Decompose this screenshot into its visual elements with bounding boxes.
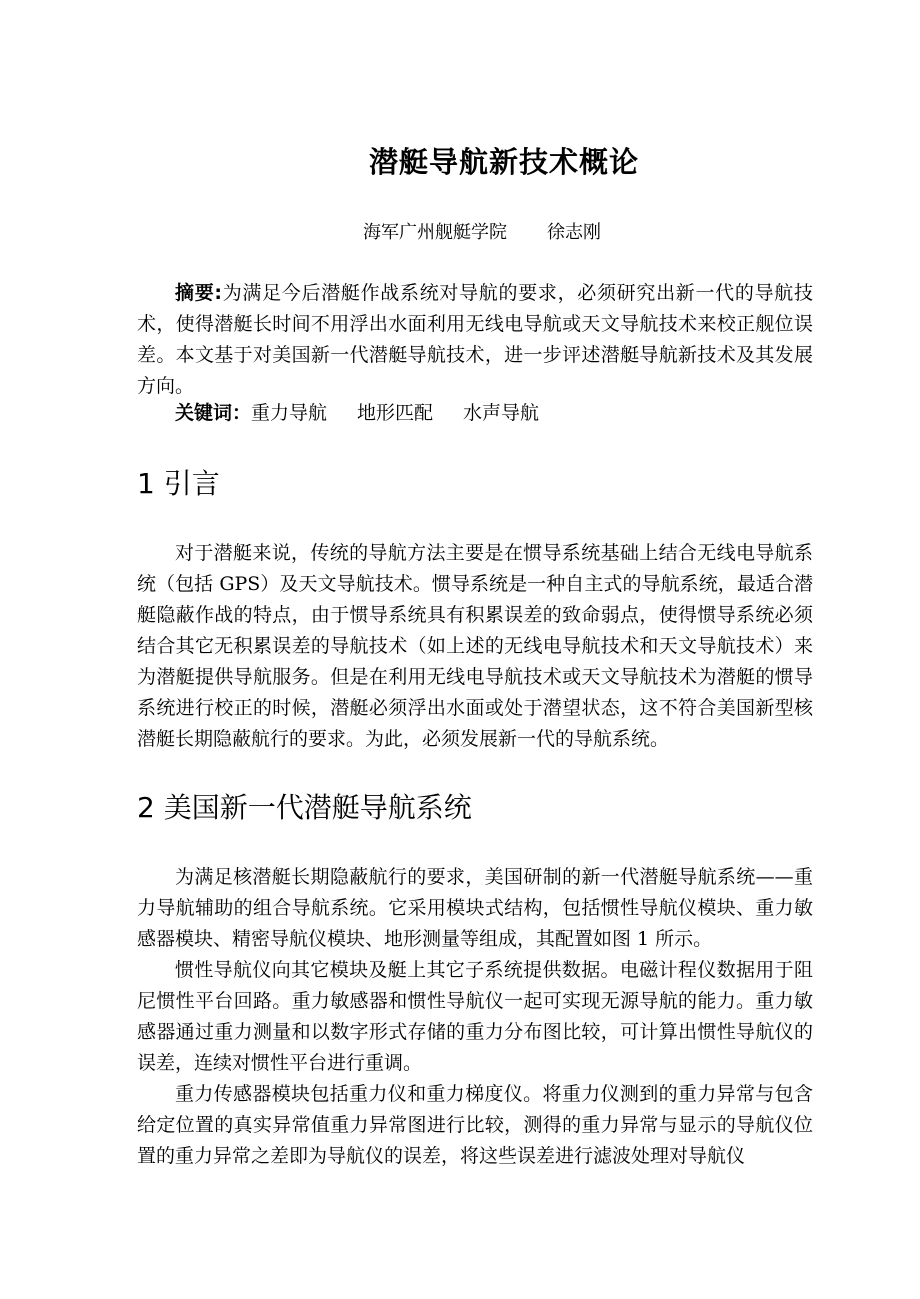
keywords xyxy=(175,398,569,425)
section-heading: 1 引言 xyxy=(137,467,220,500)
paper-title: 潜艇导航新技术概论 xyxy=(368,145,639,179)
affiliation: 海军广州舰艇学院 xyxy=(363,222,507,243)
section-heading: 2 美国新一代潜艇导航系统 xyxy=(137,791,472,824)
paragraph: 重力传感器模块包括重力仪和重力梯度仪。将重力仪测到的重力异常与包含给定位置的真实异常值重力异常图进行比较，测得的重力异常与显示的导航仪位置的重力异常之差即为导航仪的误差，将这些误差进行滤波处理对导航仪 xyxy=(137,1083,813,1167)
abstract-text: 为满足今后潜艇作战系统对导航的要求，必须研究出新一代的导航技术，使得潜艇长时间不用浮出水面利用无线电导航或天文导航技术来校正舰位误差。本文基于对美国新一代潜艇导航技术，进一步评述潜艇导航新技术及其发展方向。 xyxy=(137,282,813,397)
keyword-item: 地形匹配 xyxy=(357,402,434,424)
paragraph: 为满足核潜艇长期隐蔽航行的要求，美国研制的新一代潜艇导航系统——重力导航辅助的组合导航系统。它采用模块式结构，包括惯性导航仪模块、重力敏感器模块、精密导航仪模块、地形测量等组成，其配置如图 1 所示。 xyxy=(137,866,813,950)
keywords-label: 关键词： xyxy=(175,402,252,424)
paragraph: 惯性导航仪向其它模块及艇上其它子系统提供数据。电磁计程仪数据用于阻尼惯性平台回路。重力敏感器和惯性导航仪一起可实现无源导航的能力。重力敏感器通过重力测量和以数字形式存储的重力分布图比较，可计算出惯性导航仪的误差，连续对惯性平台进行重调。 xyxy=(137,959,813,1074)
paragraph: 对于潜艇来说，传统的导航方法主要是在惯导系统基础上结合无线电导航系统（包括 GPS）及天文导航技术。惯导系统是一种自主式的导航系统，最适合潜艇隐蔽作战的特点，由于惯导系统具有积累误差的致命弱点，使得惯导系统必须结合其它无积累误差的导航技术（如上述的无线电导航技术和天文导航技术）来为潜艇提供导航服务。但是在利用无线电导航技术或天文导航技术为潜艇的惯导系统进行校正的时候，潜艇必须浮出水面或处于潜望状态，这不符合美国新型核潜艇长期隐蔽航行的要求。为此，必须发展新一代的导航系统。 xyxy=(137,542,813,750)
section-body xyxy=(137,862,813,1172)
section-body xyxy=(137,538,813,755)
keyword-item: 重力导航 xyxy=(251,402,328,424)
keyword-item: 水声导航 xyxy=(463,402,540,424)
byline xyxy=(363,218,601,244)
author-name: 徐志刚 xyxy=(547,222,601,243)
abstract-label: 摘要: xyxy=(175,282,222,304)
abstract xyxy=(137,278,813,402)
